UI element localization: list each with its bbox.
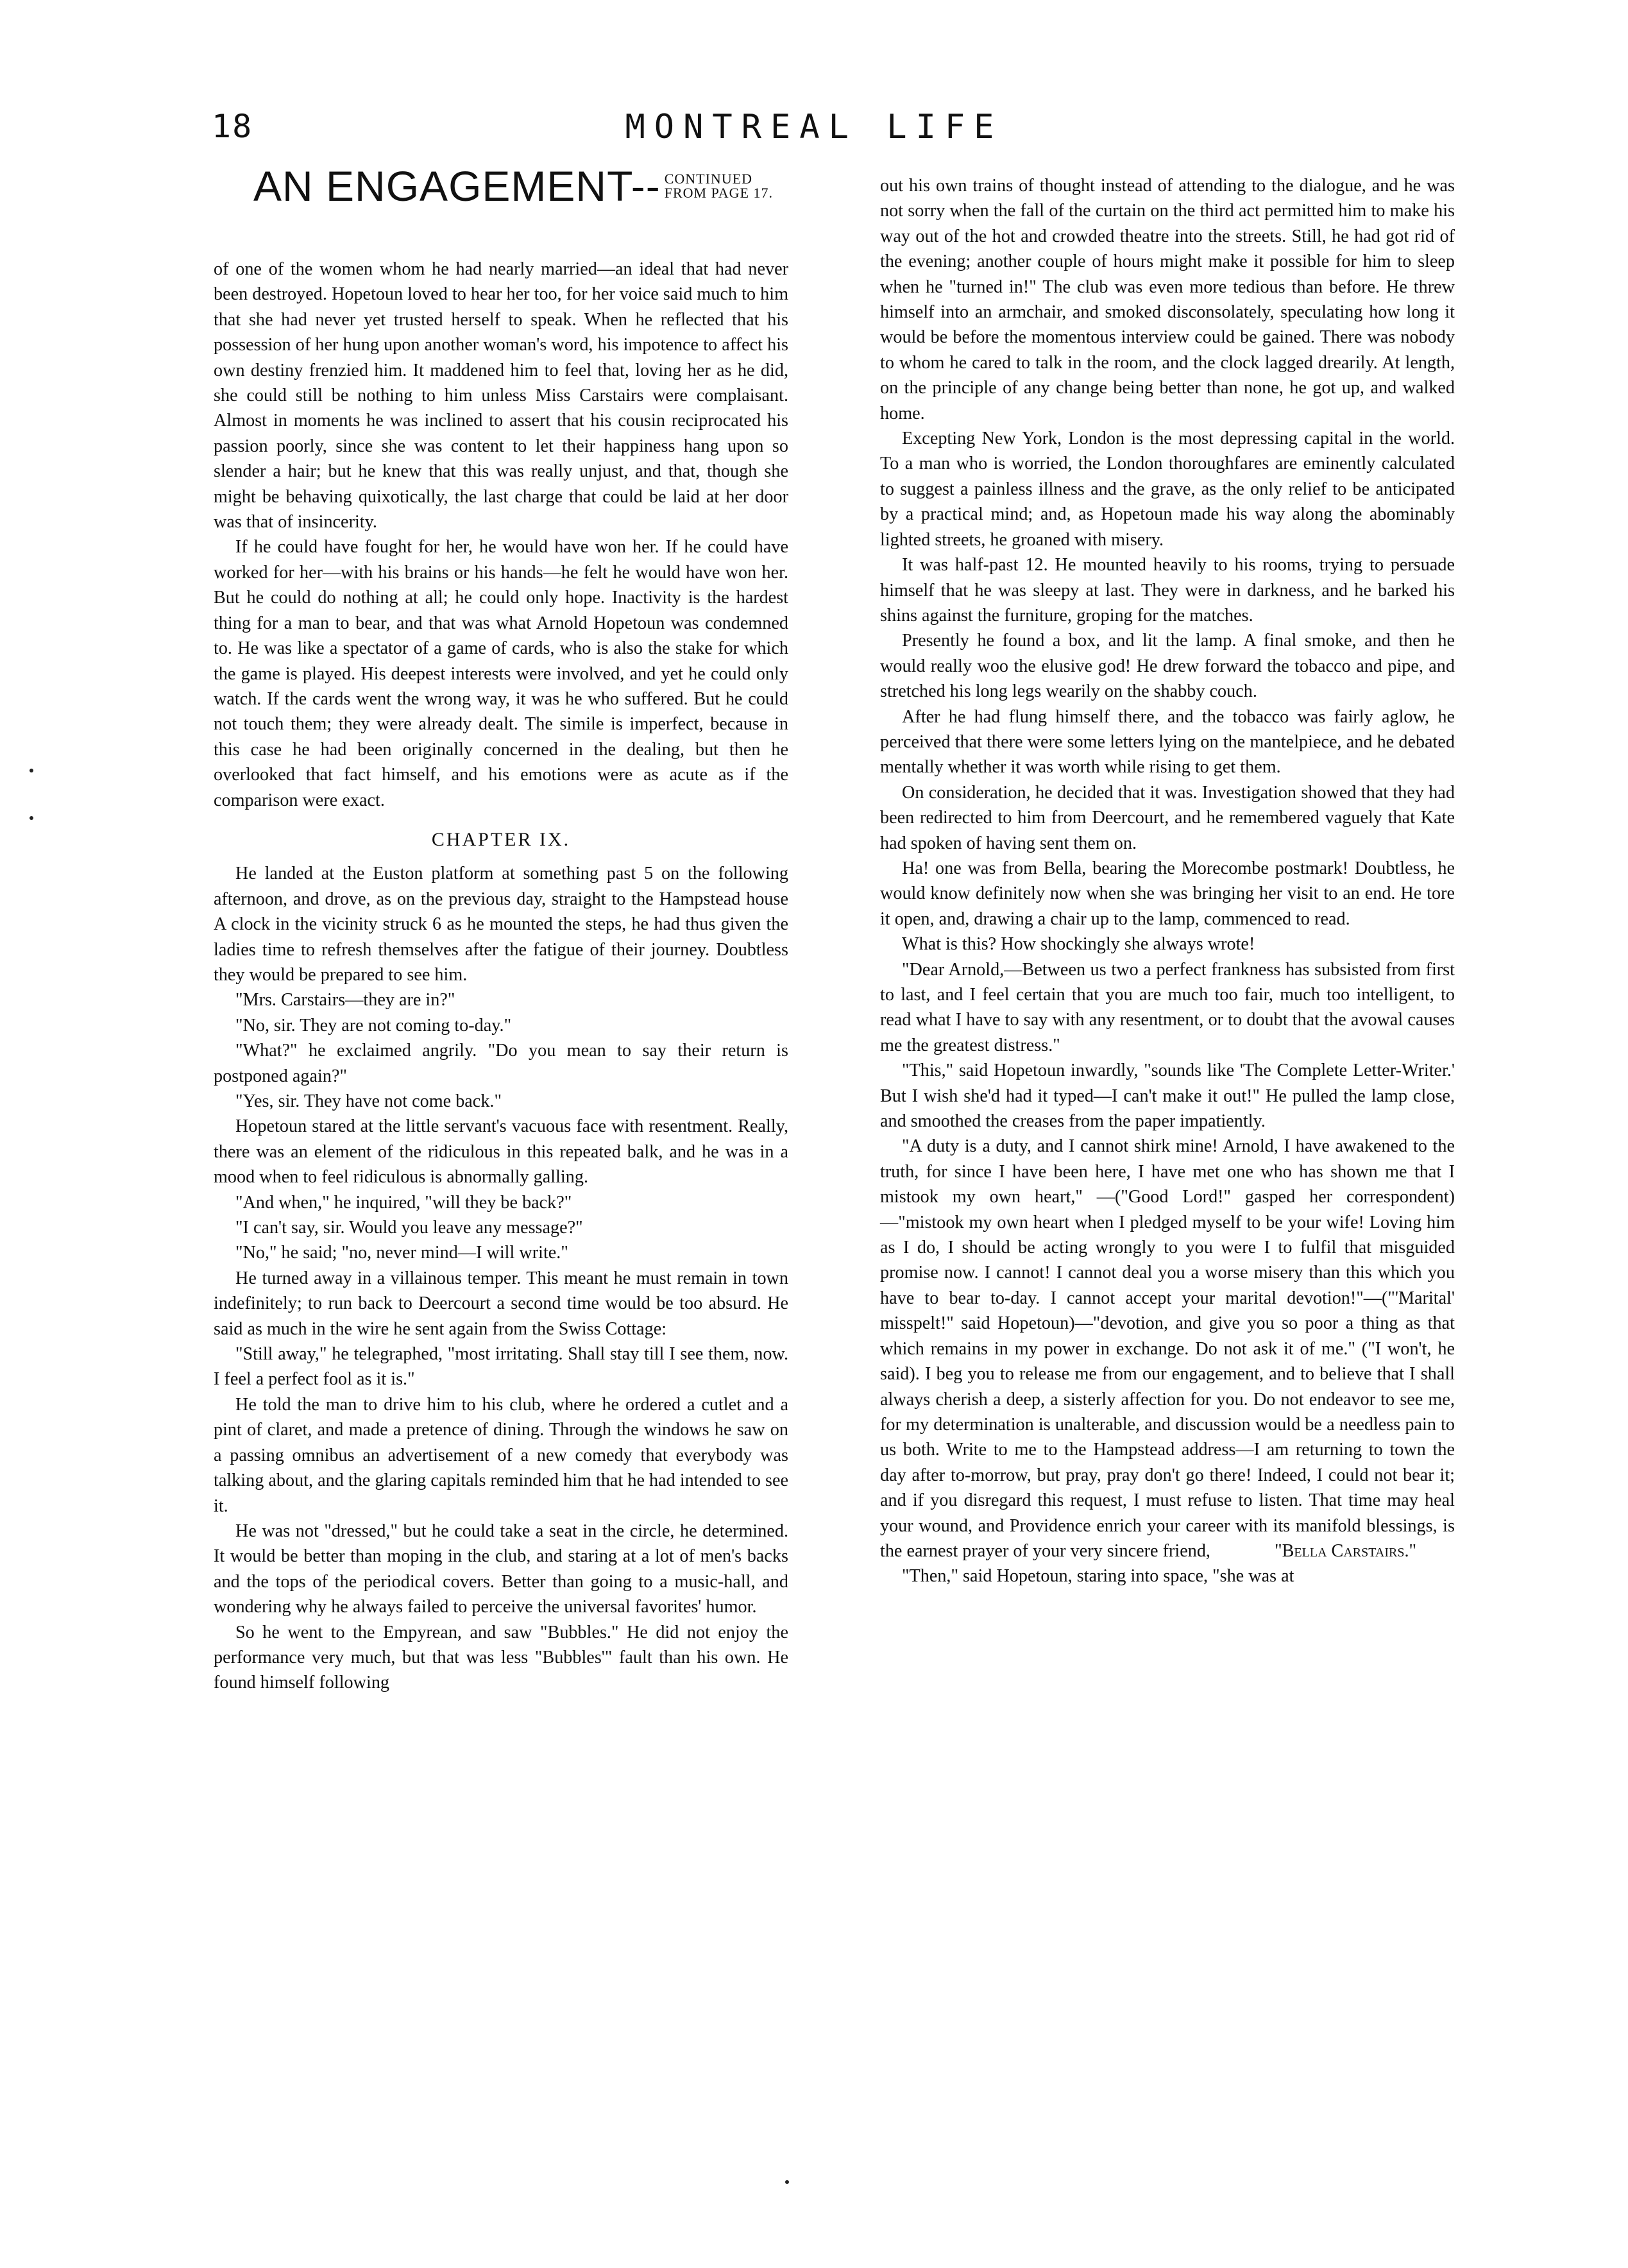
paragraph: "Yes, sir. They have not come back."	[235, 1091, 502, 1111]
paragraph: He landed at the Euston platform at something past 5 on the following afternoon, and drove, as on the previous day, straight to the Hampstead house A clock in the vicinity struck 6 as he mounted the steps, he had thus given the ladies time to refresh themselves after the fatigue of their journey. Doubtless they would be prepared to see him.	[214, 864, 788, 985]
paragraph: "Mrs. Carstairs—they are in?"	[235, 990, 455, 1010]
paragraph: What is this? How shockingly she always wrote!	[902, 934, 1255, 955]
page-number: 18	[212, 108, 253, 145]
letter-text: "A duty is a duty, and I cannot shirk mine! Arnold, I have awakened to the truth, for since I have been here, I have met one who has shown me that I mistook my own heart," —("Good Lord!" gasped her correspondent)—"mistook my own heart when I pledged myself to be your wife! Loving him as I do, I should be acting wrongly to you were I to fulfil that misguided promise now. I cannot! I cannot deal you a worse misery than this which you have to bear to-day. I cannot accept your marital devotion!"—("'Marital' misspelt!" said Hopetoun)—"devotion, and give you so poor a thing as that which remains in my power in exchange. Do not ask it of me." ("I won't, he said). I beg you to release me from our engagement, and to believe that I shall always cherish a deep, a sisterly affection for you. Do not endeavor to see me, for my determination is unalterable, and discussion would be a needless pain to us both. Write to me to the Hampstead address—I am returning to town the day after to-morrow, but pray, pray don't go there! Indeed, I could not bear it; and if you disregard this request, I must refuse to listen. That time may heal your wound, and Providence enrich your career with its manifold blessings, is the earnest prayer of your very sincere friend,	[880, 1136, 1455, 1561]
left-column	[214, 257, 788, 1696]
paragraph: out his own trains of thought instead of attending to the dialogue, and he was not sorry when the fall of the curtain on the third act permitted him to make his way out of the hot and crowded theatre into the streets. Still, he had got rid of the evening; another couple of hours might make it possible for him to sleep when he "turned in!" The club was even more tedious than before. He threw himself into an armchair, and smoked disconsolately, speculating how long it would be before the momentous interview could be gained. There was nobody to whom he cared to talk in the room, and the clock lagged drearily. At length, on the principle of any change being better than none, he got up, and walked home.	[880, 176, 1455, 423]
stray-mark	[30, 769, 33, 772]
paragraph: After he had flung himself there, and the tobacco was fairly aglow, he perceived that there were some letters lying on the mantelpiece, and he debated mentally whether it was worth while rising to get them.	[880, 706, 1455, 778]
paragraph: Excepting New York, London is the most depressing capital in the world. To a man who is worried, the London thoroughfares are eminently calculated to suggest a painless illness and the grave, as the only relief to be anticipated by a practical mind; and, as Hopetoun made his way along the abominably lighted streets, he groaned with misery.	[880, 429, 1455, 550]
paragraph: He told the man to drive him to his club, where he ordered a cutlet and a pint of claret, and made a pretence of dining. Through the windows he saw on a passing omnibus an advertisement of a new comedy that everybody was talking about, and the glaring capitals reminded him that he had intended to see it.	[214, 1394, 788, 1516]
chapter-heading: CHAPTER IX.	[431, 828, 571, 850]
paragraph: "No, sir. They are not coming to-day."	[235, 1015, 512, 1036]
continued-line-1: CONTINUED	[664, 171, 753, 187]
paragraph: "Still away," he telegraphed, "most irritating. Shall stay till I see them, now. I feel a perfect fool as it is."	[214, 1344, 788, 1390]
paragraph: He turned away in a villainous temper. This meant he must remain in town indefinitely; to run back to Deercourt a second time would be too absurd. He said as much in the wire he sent again from the Swiss Cottage:	[214, 1268, 788, 1339]
paragraph: "This," said Hopetoun inwardly, "sounds like 'The Complete Letter-Writer.' But I wish she'd had it typed—I can't make it out!" He pulled the lamp close, and smoothed the creases from the paper impatiently.	[880, 1061, 1455, 1132]
article-title-main: AN ENGAGEMENT--	[253, 162, 661, 210]
article-title	[253, 162, 773, 210]
paragraph: If he could have fought for her, he would have won her. If he could have worked for her—with his brains or his hands—he felt he would have won her. But he could do nothing at all; he could only hope. Inactivity is the hardest thing for a man to bear, and that was what Arnold Hopetoun was condemned to. He was like a spectator of a game of cards, who is also the stake for which the game is played. His deepest interests were involved, and yet he could only watch. If the cards went the wrong way, it was he who suffered. But he could not touch them; they were already dealt. The simile is imperfect, because in this case he had been originally concerned in the dealing, but then he overlooked that fact himself, and his emotions were as acute as if the comparison were exact.	[214, 537, 788, 810]
right-column	[880, 173, 1455, 1589]
paragraph: "What?" he exclaimed angrily. "Do you mean to say their return is postponed again?"	[214, 1041, 788, 1086]
magazine-title: MONTREAL LIFE	[625, 108, 1003, 146]
paragraph: "Dear Arnold,—Between us two a perfect frankness has subsisted from first to last, and I feel certain that you are much too fair, much too intelligent, to read what I have to say with any resentment, or to doubt that the avowal causes me the greatest distress."	[880, 959, 1455, 1055]
paragraph: Ha! one was from Bella, bearing the Morecombe postmark! Doubtless, he would know definitely now when she was bringing her visit to an end. He tore it open, and, drawing a chair up to the lamp, commenced to read.	[880, 858, 1455, 929]
paragraph: "I can't say, sir. Would you leave any message?"	[235, 1218, 583, 1238]
continued-note	[665, 172, 773, 200]
stray-mark	[785, 2180, 789, 2184]
paragraph: "No," he said; "no, never mind—I will write."	[235, 1243, 568, 1263]
paragraph: "Then," said Hopetoun, staring into space, "she was at	[902, 1566, 1294, 1587]
paragraph: "And when," he inquired, "will they be back?"	[235, 1192, 572, 1213]
letter-paragraph	[880, 1134, 1455, 1564]
stray-mark	[30, 816, 33, 820]
paragraph: Hopetoun stared at the little servant's vacuous face with resentment. Really, there was an element of the ridiculous in this repeated balk, and he was in a mood when to feel ridiculous is abnormally galling.	[214, 1116, 788, 1188]
continued-line-2: FROM PAGE 17.	[664, 185, 774, 201]
paragraph: So he went to the Empyrean, and saw "Bubbles." He did not enjoy the performance very much, but that was less "Bubbles'" fault than his own. He found himself following	[214, 1622, 788, 1693]
paragraph: of one of the women whom he had nearly married—an ideal that had never been destroyed. Hopetoun loved to hear her too, for her voice said much to him that she had never yet trusted herself to speak. When he reflected that his possession of her hung upon another woman's word, his impotence to affect his own destiny frenzied him. It maddened him to feel that, loving her as he did, she could still be nothing to him unless Miss Carstairs were complaisant. Almost in moments he was inclined to assert that his cousin reciprocated his passion poorly, since she was content to let their happiness hang upon so slender a hair; but he knew that this was really unjust, and that, though she might be behaving quixotically, the last charge that could be laid at her door was that of insincerity.	[214, 259, 788, 533]
signature: "Bella Carstairs."	[1275, 1540, 1416, 1561]
paragraph: Presently he found a box, and lit the lamp. A final smoke, and then he would really woo the elusive god! He drew forward the tobacco and pipe, and stretched his long legs wearily on the shabby couch.	[880, 631, 1455, 702]
paragraph: On consideration, he decided that it was. Investigation showed that they had been redirected to him from Deercourt, and he remembered vaguely that Kate had spoken of having sent them on.	[880, 782, 1455, 853]
paragraph: He was not "dressed," but he could take a seat in the circle, he determined. It would be better than moping in the club, and staring at a lot of men's backs and the tops of the periodical covers. Better than going to a music-hall, and wondering why he always failed to perceive the universal favorites' humor.	[214, 1521, 788, 1617]
paragraph: It was half-past 12. He mounted heavily to his rooms, trying to persuade himself that he was sleepy at last. They were in darkness, and he barked his shins against the furniture, groping for the matches.	[880, 555, 1455, 626]
